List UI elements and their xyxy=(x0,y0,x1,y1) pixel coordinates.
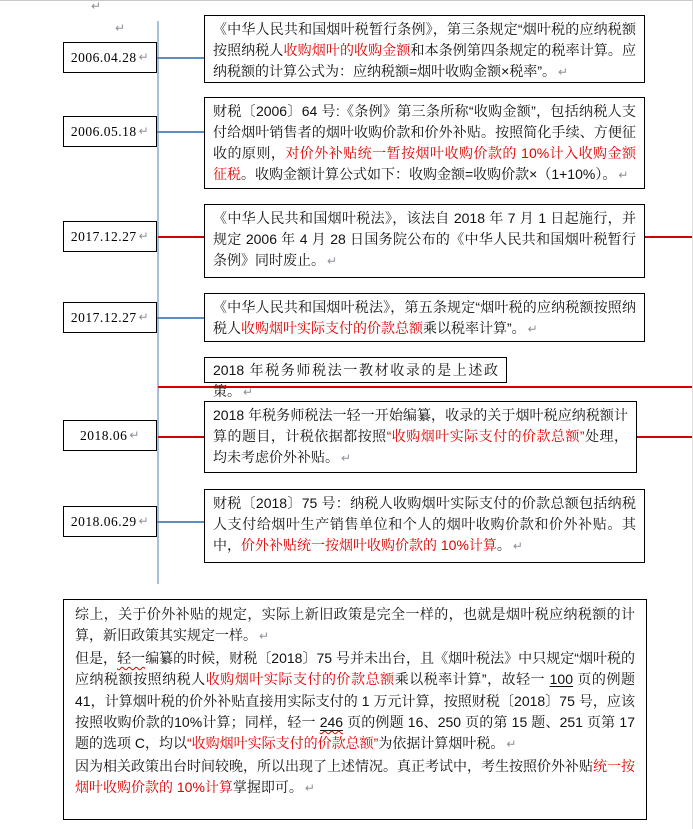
text-run: 因为相关政策出台时间较晚，所以出现了上述情况。真正考试中，考生按照价外补贴 xyxy=(75,757,593,774)
text-run: 《中华人民共和国烟叶税法》，第五条规定“烟叶税的应纳税额按照纳税人 xyxy=(213,299,636,336)
policy-box-tax-law-effective xyxy=(204,204,645,278)
paragraph-mark-icon: ↵ xyxy=(138,124,150,138)
date-label: 2018.06.29 xyxy=(70,513,137,529)
timeline-axis-line xyxy=(157,21,159,584)
text-run: 财税〔2006〕64 号:《条例》第三条所称“收购金额”，包括纳税人支付给烟叶销售者的烟叶收购价款和价外补贴。按照简化手续、方便征收的原则， xyxy=(213,103,636,161)
paragraph-mark-icon: ↵ xyxy=(138,229,150,243)
text-run: 乘以税率计算”。 xyxy=(423,320,526,336)
paragraph-mark-icon: ↵ xyxy=(243,385,254,399)
connector-2017-12-27b xyxy=(156,317,204,319)
text-run: 财税〔2018〕75 号：纳税人收购烟叶实际支付的价款总额包括纳税人支付给烟叶生产销售单位和个人的烟叶收购价款和价外补贴。其中， xyxy=(213,495,636,553)
paragraph-mark-icon: ↵ xyxy=(558,65,569,79)
text-run: 页的例题 41，计算烟叶税的价外补贴直接用实际支付的 1 万元计算，按照财税〔2018〕75 号，应该按照收购价款的10%计算；同样，轻一 xyxy=(75,671,635,731)
text-run: 页的例题 16、250 页的第 15 题、251 页第 17 题的选项 C，均以 xyxy=(75,714,635,752)
date-box-2018-06-29 xyxy=(63,506,157,537)
connector-2006-05-18 xyxy=(156,131,204,133)
date-label: 2017.12.27 xyxy=(70,309,137,325)
paragraph-mark-icon: ↵ xyxy=(138,310,150,324)
paragraph-mark-icon: ↵ xyxy=(129,428,140,442)
text-run: 《中华人民共和国烟叶税暂行条例》，第三条规定“烟叶税的应纳税额按照纳税人 xyxy=(213,21,636,58)
paragraph-mark-icon: ↵ xyxy=(259,629,270,644)
paragraph-mark-icon: ↵ xyxy=(304,781,315,796)
text-run: 为依据计算烟叶税。 xyxy=(378,735,505,752)
text-run: 轻一 xyxy=(117,649,146,666)
paragraph-mark-icon: ↵ xyxy=(138,50,150,64)
date-box-2006-04-28 xyxy=(63,42,157,73)
date-label: 2017.12.27 xyxy=(70,228,137,244)
policy-box-tax-law-article5 xyxy=(204,293,645,342)
text-run: “收购烟叶实际支付的价款总额” xyxy=(386,428,585,444)
text-run: 。收购金额计算公式如下：收购金额=收购价款×（1+10%）。 xyxy=(241,166,617,182)
summary-box xyxy=(63,599,647,820)
text-run: 编纂的时候，财税〔2018〕75 号并未出台，且《烟叶税法》中只规定“烟叶税的应纳税额按照纳税人 xyxy=(75,649,636,688)
policy-box-qingyi-compilation xyxy=(204,401,637,473)
text-run: 2018 年税务师税法一教材收录的是上述政策。 xyxy=(213,362,498,399)
paragraph-mark-icon: ↵ xyxy=(341,451,352,465)
text-run: 对价外补贴统一暂按烟叶收购价款的 10%计入收购金额征税 xyxy=(213,145,636,182)
policy-box-caishui-2018-75 xyxy=(204,489,645,563)
text-run: 。 xyxy=(496,537,511,553)
paragraph-mark-icon: ↵ xyxy=(512,539,523,553)
text-run: 价外补贴统一按烟叶收购价款的 10%计算 xyxy=(241,537,497,553)
paragraph-mark-icon: ↵ xyxy=(115,21,126,35)
text-run: 246 xyxy=(319,714,344,731)
date-box-2006-05-18 xyxy=(63,116,157,147)
text-run: 乘以税率计算”，故轻一 xyxy=(394,671,550,688)
textbook-note-box xyxy=(204,357,507,399)
text-run: 收购烟叶的收购金额 xyxy=(283,42,411,58)
summary-paragraph-1 xyxy=(75,604,635,648)
paragraph-mark-icon: ↵ xyxy=(138,514,150,528)
text-run: 统一按烟叶收购价款的 10%计算 xyxy=(75,757,635,796)
date-box-2018-06 xyxy=(63,420,157,451)
summary-paragraph-3 xyxy=(75,756,635,800)
date-label: 2018.06 xyxy=(80,427,128,443)
text-run: 100 xyxy=(549,671,573,688)
text-run: 综上，关于价外补贴的规定，实际上新旧政策是完全一样的，也就是烟叶税应纳税额的计算，新旧政策其实规定一样。 xyxy=(75,606,635,644)
date-label: 2006.05.18 xyxy=(70,123,137,139)
connector-2006-04-28 xyxy=(156,57,204,59)
text-run: 《中华人民共和国烟叶税法》，该法自 2018 年 7 月 1 日起施行，并规定 2006 年 4 月 28 日国务院公布的《中华人民共和国烟叶税暂行条例》同时废止。 xyxy=(213,210,636,268)
summary-paragraph-2 xyxy=(75,648,635,756)
paragraph-mark-icon: ↵ xyxy=(527,322,538,336)
text-run: 收购烟叶实际支付的价款总额 xyxy=(241,320,423,336)
paragraph-mark-icon: ↵ xyxy=(618,168,629,182)
text-run: 掌握即可。 xyxy=(232,779,303,796)
text-run: 收购烟叶实际支付的价款总额 xyxy=(205,671,395,688)
connector-2018-06-29 xyxy=(156,521,204,523)
policy-box-caishui-2006-64 xyxy=(204,97,645,189)
date-box-2017-12-27b xyxy=(63,302,157,333)
text-run: 2018 年税务师税法一轻一开始编纂，收录的关于烟叶税应纳税额计算的题目，计税依据都按照 xyxy=(213,407,628,444)
paragraph-mark-icon: ↵ xyxy=(91,0,102,13)
date-label: 2006.04.28 xyxy=(70,49,137,65)
text-run: 但是， xyxy=(75,649,118,666)
text-run: “收购烟叶实际支付的价款总额” xyxy=(187,735,379,752)
text-run: 处理，均未考虑价外补贴。 xyxy=(213,428,629,465)
text-run: 和本条例第四条规定的税率计算。应纳税额的计算公式为：应纳税额=烟叶收购金额×税率”。 xyxy=(213,42,637,79)
date-box-2017-12-27a xyxy=(63,221,157,252)
paragraph-mark-icon: ↵ xyxy=(327,254,338,268)
policy-box-interim-regulation xyxy=(204,15,645,83)
paragraph-mark-icon: ↵ xyxy=(506,737,517,752)
